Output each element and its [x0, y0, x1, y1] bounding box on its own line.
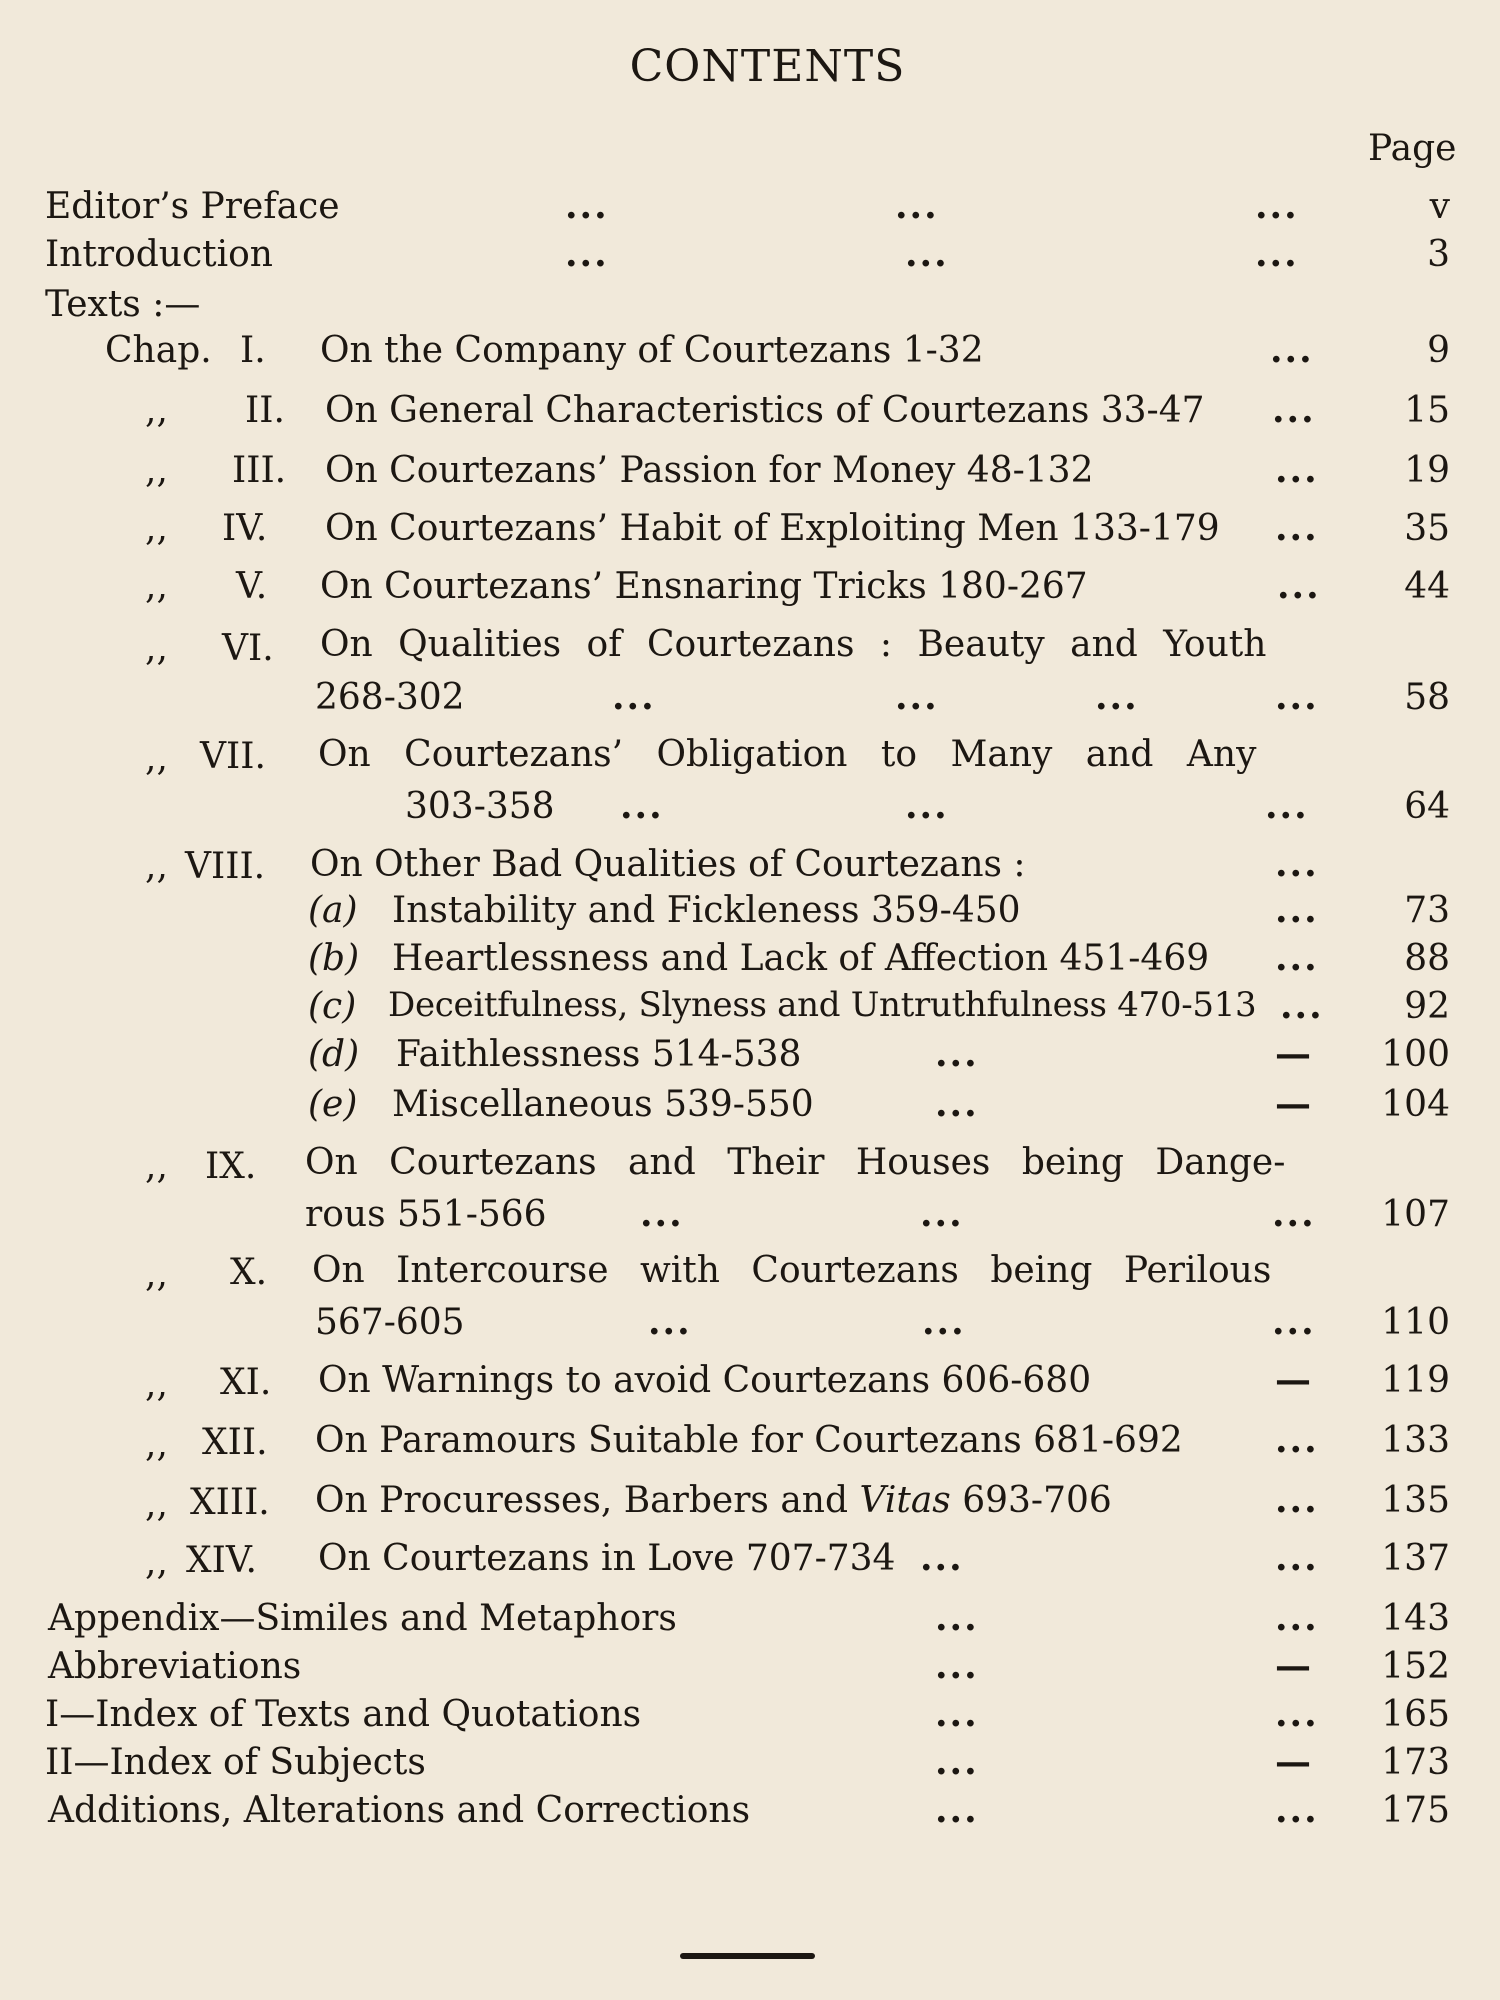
toc-entry-page: 173: [1381, 1742, 1450, 1783]
chapter-title: On Courtezans’ Obligation to Many and Any: [318, 734, 1257, 775]
leader-dots: ...: [565, 233, 609, 275]
leader-dots: ...: [935, 1741, 979, 1783]
chapter-title-cont: rous 551-566: [305, 1194, 547, 1235]
chapter-page: 119: [1381, 1360, 1450, 1401]
chapter-title: On Courtezans’ Passion for Money 48-132: [325, 450, 1094, 491]
chapter-title-cont: 303-358: [405, 786, 555, 827]
chapter-number: XI.: [220, 1362, 272, 1403]
sub-item-page: 73: [1404, 890, 1450, 931]
leader-dots: ...: [920, 1537, 964, 1579]
toc-entry-label: Additions, Alterations and Corrections: [48, 1790, 751, 1831]
sub-item-letter: (c): [308, 986, 357, 1027]
sub-item-title: Faithlessness 514-538: [396, 1034, 802, 1075]
leader-dots: ...: [1275, 1479, 1319, 1521]
ditto-mark: ,,: [145, 738, 168, 779]
chapter-page: 15: [1404, 390, 1450, 431]
leader-dots: ...: [620, 785, 664, 827]
toc-entry-page: 165: [1381, 1694, 1450, 1735]
chapter-title-text: On Procuresses, Barbers and: [315, 1480, 860, 1521]
leader-dots: ...: [565, 185, 609, 227]
toc-entry-page: v: [1429, 186, 1450, 227]
leader-dots: ...: [1275, 507, 1319, 549]
toc-entry-page: 143: [1381, 1598, 1450, 1639]
sub-item-page: 100: [1381, 1034, 1450, 1075]
leader-dash: —: [1275, 1645, 1313, 1687]
ditto-mark: ,,: [145, 1146, 168, 1187]
ditto-mark: ,,: [145, 1364, 168, 1405]
chapter-number: IV.: [222, 508, 268, 549]
leader-dots: ...: [1275, 676, 1319, 718]
sub-item-title: Instability and Fickleness 359-450: [392, 890, 1021, 931]
leader-dots: ...: [1275, 1693, 1319, 1735]
sub-item-page: 88: [1404, 938, 1450, 979]
sub-item-letter: (a): [308, 890, 358, 931]
leader-dots: ...: [1275, 889, 1319, 931]
chapter-page: 137: [1381, 1538, 1450, 1579]
leader-dots: ...: [1255, 185, 1299, 227]
page-title: CONTENTS: [629, 41, 906, 92]
sub-item-letter: (d): [308, 1034, 360, 1075]
leader-dots: ...: [1277, 565, 1321, 607]
ditto-mark: ,,: [145, 1424, 168, 1465]
chapter-number: III.: [232, 450, 287, 491]
toc-entry-label: Appendix—Similes and Metaphors: [48, 1598, 677, 1639]
leader-dots: ...: [922, 1301, 966, 1343]
chapter-number: X.: [230, 1252, 268, 1293]
leader-dots: ...: [905, 233, 949, 275]
leader-dots: ...: [1255, 233, 1299, 275]
leader-dots: ...: [920, 1193, 964, 1235]
chapter-title-italic: Vitas: [859, 1480, 951, 1521]
chapter-title: On Courtezans’ Ensnaring Tricks 180-267: [320, 566, 1088, 607]
ditto-mark: ,,: [145, 390, 168, 431]
leader-dots: ...: [1272, 1193, 1316, 1235]
chapter-page: 110: [1381, 1302, 1450, 1343]
chapter-title: On Courtezans’ Habit of Exploiting Men 133-179: [325, 508, 1220, 549]
chapter-number: V.: [236, 566, 268, 607]
ditto-mark: ,,: [145, 508, 168, 549]
leader-dots: ...: [1275, 843, 1319, 885]
leader-dots: ...: [935, 1597, 979, 1639]
chapter-page: 135: [1381, 1480, 1450, 1521]
chapter-page: 44: [1404, 566, 1450, 607]
chapter-page: 19: [1404, 450, 1450, 491]
leader-dots: ...: [1275, 1419, 1319, 1461]
chapter-title-cont: 567-605: [315, 1302, 465, 1343]
chapter-title: On Warnings to avoid Courtezans 606-680: [318, 1360, 1092, 1401]
leader-dots: ...: [1275, 937, 1319, 979]
leader-dash: —: [1275, 1741, 1313, 1783]
ditto-mark: ,,: [145, 1542, 168, 1583]
chapter-title: On Other Bad Qualities of Courtezans :: [310, 844, 1026, 885]
chapter-title: On Courtezans and Their Houses being Dange-: [305, 1142, 1286, 1183]
leader-dots: ...: [1275, 449, 1319, 491]
ditto-mark: ,,: [145, 846, 168, 887]
leader-dots: ...: [640, 1193, 684, 1235]
leader-dots: ...: [935, 1693, 979, 1735]
chapter-title-range: 693-706: [950, 1480, 1112, 1521]
sub-item-page: 104: [1381, 1084, 1450, 1125]
toc-entry-page: 3: [1427, 234, 1450, 275]
chapter-number: VI.: [222, 628, 274, 669]
chapter-title: On Paramours Suitable for Courtezans 681-692: [315, 1420, 1183, 1461]
leader-dots: ...: [1275, 1789, 1319, 1831]
leader-dots: ...: [895, 676, 939, 718]
sub-item-page: 92: [1404, 986, 1450, 1027]
toc-entry-label: Abbreviations: [48, 1646, 302, 1687]
chapter-page: 107: [1381, 1194, 1450, 1235]
chapter-number: IX.: [205, 1146, 257, 1187]
page-column-header: Page: [1368, 128, 1457, 169]
chapter-number: XII.: [202, 1422, 268, 1463]
leader-dots: ...: [1275, 1597, 1319, 1639]
chapter-page: 9: [1427, 330, 1450, 371]
leader-dash: —: [1275, 1083, 1313, 1125]
leader-dots: ...: [1095, 676, 1139, 718]
toc-entry-label: Editor’s Preface: [45, 186, 340, 227]
leader-dots: ...: [935, 1083, 979, 1125]
chapter-number: VII.: [200, 736, 266, 777]
texts-heading: Texts :—: [45, 284, 201, 325]
ditto-mark: ,,: [145, 628, 168, 669]
leader-dots: ...: [648, 1301, 692, 1343]
sub-item-letter: (e): [308, 1084, 358, 1125]
leader-dots: ...: [1265, 785, 1309, 827]
toc-entry-label: II—Index of Subjects: [45, 1742, 426, 1783]
chapter-page: 64: [1404, 786, 1450, 827]
chapter-title: On Qualities of Courtezans : Beauty and Youth: [320, 624, 1267, 665]
leader-dots: ...: [1270, 329, 1314, 371]
sub-item-title: Deceitfulness, Slyness and Untruthfulness 470-513: [388, 985, 1257, 1025]
toc-entry-page: 175: [1381, 1790, 1450, 1831]
leader-dots: ...: [1272, 389, 1316, 431]
chapter-page: 133: [1381, 1420, 1450, 1461]
chapter-title: [315, 1480, 1112, 1521]
chapter-number: XIV.: [186, 1540, 257, 1581]
end-ornament-rule: [680, 1953, 815, 1959]
leader-dots: ...: [612, 676, 656, 718]
chapter-number: VIII.: [185, 846, 266, 887]
chapter-page: 58: [1404, 677, 1450, 718]
toc-entry-label: I—Index of Texts and Quotations: [45, 1694, 642, 1735]
leader-dots: ...: [1275, 1537, 1319, 1579]
leader-dots: ...: [895, 185, 939, 227]
chapter-title: On General Characteristics of Courtezans 33-47: [325, 390, 1205, 431]
ditto-mark: ,,: [145, 450, 168, 491]
leader-dash: —: [1275, 1359, 1313, 1401]
leader-dash: —: [1275, 1033, 1313, 1075]
chapter-title-cont: 268-302: [315, 677, 465, 718]
chapter-page: 35: [1404, 508, 1450, 549]
leader-dots: ...: [1272, 1301, 1316, 1343]
leader-dots: ...: [935, 1645, 979, 1687]
leader-dots: ...: [935, 1033, 979, 1075]
leader-dots: ...: [1280, 985, 1324, 1027]
chapter-number: I.: [240, 330, 266, 371]
chapter-number: II.: [245, 390, 285, 431]
ditto-mark: ,,: [145, 566, 168, 607]
chapter-title: On Intercourse with Courtezans being Perilous: [312, 1250, 1272, 1291]
leader-dots: ...: [905, 785, 949, 827]
chap-label: Chap.: [105, 330, 212, 371]
toc-entry-page: 152: [1381, 1646, 1450, 1687]
chapter-title: On the Company of Courtezans 1-32: [320, 330, 984, 371]
chapter-number: XIII.: [190, 1482, 270, 1523]
toc-entry-label: Introduction: [45, 234, 273, 275]
sub-item-title: Heartlessness and Lack of Affection 451-469: [392, 938, 1210, 979]
chapter-title: On Courtezans in Love 707-734: [318, 1538, 896, 1579]
leader-dots: ...: [935, 1789, 979, 1831]
ditto-mark: ,,: [145, 1484, 168, 1525]
sub-item-letter: (b): [308, 938, 360, 979]
sub-item-title: Miscellaneous 539-550: [392, 1084, 814, 1125]
ditto-mark: ,,: [145, 1254, 168, 1295]
